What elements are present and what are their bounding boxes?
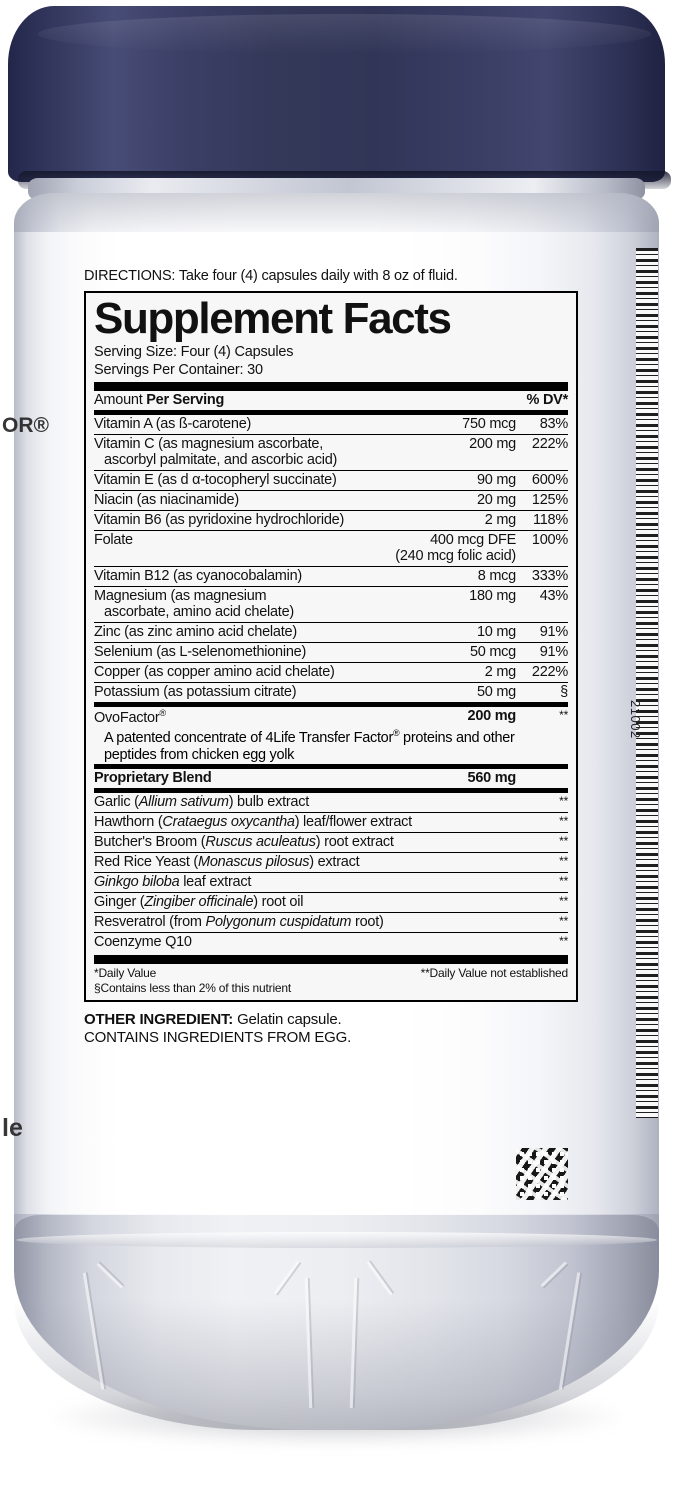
- nutrient-name: Vitamin E (as d α-tocopheryl succinate): [94, 471, 395, 491]
- nutrient-dv: 100%: [516, 531, 568, 567]
- nutrient-name: Vitamin A (as ß-carotene): [94, 415, 395, 435]
- blend-ingredient-dv: **: [516, 913, 568, 933]
- bottle-cap: [8, 6, 665, 182]
- nutrient-name: Vitamin B12 (as cyanocobalamin): [94, 567, 395, 587]
- label-content: [84, 268, 578, 1048]
- table-row: [94, 567, 568, 587]
- nutrient-dv: 222%: [516, 663, 568, 683]
- ingredient-pre: Resveratrol (from: [94, 914, 206, 931]
- blend-ingredient-dv: **: [516, 873, 568, 893]
- nutrient-name: [94, 587, 395, 623]
- table-row: [94, 769, 568, 788]
- ovofactor-block: [94, 707, 568, 728]
- nutrient-dv: 600%: [516, 471, 568, 491]
- table-row: [94, 415, 568, 435]
- blend-ingredients: [94, 793, 568, 952]
- ingredient-pre: Coenzyme Q10: [94, 934, 192, 951]
- bottle-base-rim: [16, 1232, 657, 1248]
- other-ingredient-label: OTHER INGREDIENT:: [84, 1011, 234, 1029]
- list-item: [94, 813, 568, 833]
- divider-thick: [94, 955, 568, 964]
- blend-ingredient-name: [94, 793, 516, 813]
- table-row: [94, 683, 568, 703]
- nutrient-rows: [94, 415, 568, 702]
- ingredient-pre: Garlic (: [94, 794, 139, 811]
- ingredient-post: ) bulb extract: [228, 794, 310, 811]
- footnote-right: [421, 966, 568, 996]
- divider-thick: [94, 382, 568, 391]
- ovofactor-desc-line1: A patented concentrate of 4Life Transfer Factor: [104, 729, 393, 746]
- ovofactor-desc-line2: peptides from chicken egg yolk: [104, 747, 295, 764]
- blend-ingredient-name: [94, 873, 516, 893]
- nutrient-amount: 8 mcg: [395, 567, 516, 587]
- nutrient-name: Folate: [94, 531, 395, 567]
- nutrient-name-line2: ascorbyl palmitate, and ascorbic acid): [104, 452, 338, 469]
- other-ingredient-line: [84, 1011, 578, 1029]
- nutrient-amount: 2 mg: [395, 511, 516, 531]
- nutrient-dv: 222%: [516, 435, 568, 471]
- ingredient-pre: Red Rice Yeast (: [94, 854, 199, 871]
- list-item: [94, 833, 568, 853]
- nutrient-amount: 180 mg: [395, 587, 516, 623]
- nutrient-amount: [395, 531, 516, 567]
- list-item: [94, 873, 568, 893]
- ovofactor-amount: 200 mg: [467, 708, 516, 725]
- ingredient-latin: Crataegus oxycantha: [162, 814, 295, 831]
- dv-header: % DV*: [526, 392, 568, 409]
- nutrient-name: Vitamin B6 (as pyridoxine hydrochloride): [94, 511, 395, 531]
- ovofactor-name: [94, 707, 396, 728]
- nutrient-amount: 2 mg: [395, 663, 516, 683]
- ingredient-latin: Ruscus aculeatus: [205, 834, 316, 851]
- nutrient-amount-line1: 400 mcg DFE: [430, 532, 516, 549]
- ingredient-latin: Zingiber officinale: [144, 894, 254, 911]
- list-item: [94, 913, 568, 933]
- blend-ingredient-name: [94, 833, 516, 853]
- nutrient-amount: 10 mg: [395, 623, 516, 643]
- nutrient-name-line1: Vitamin C (as magnesium ascorbate,: [94, 436, 323, 453]
- nutrient-amount: 90 mg: [395, 471, 516, 491]
- ingredient-latin: Allium sativum: [138, 794, 229, 811]
- nutrition-table: [94, 391, 568, 410]
- table-row: [94, 623, 568, 643]
- proprietary-blend-header: [94, 769, 568, 788]
- supplement-facts-panel: [84, 291, 578, 1002]
- list-item: [94, 933, 568, 953]
- blend-ingredient-name: [94, 893, 516, 913]
- datamatrix-pattern: [516, 1148, 568, 1200]
- nutrient-dv: 333%: [516, 567, 568, 587]
- ingredient-post: leaf extract: [179, 874, 252, 891]
- nutrient-name: Copper (as copper amino acid chelate): [94, 663, 395, 683]
- footnotes: [94, 964, 568, 996]
- ovofactor-dv: **: [559, 708, 568, 723]
- nutrient-dv: §: [560, 684, 568, 701]
- nutrient-dv: 43%: [516, 587, 568, 623]
- nutrient-name-line1: Magnesium (as magnesium: [94, 588, 267, 605]
- ingredient-latin: Monascus pilosus: [198, 854, 310, 871]
- blend-ingredient-name: [94, 913, 516, 933]
- dv-not-established-note: **Daily Value not established: [420, 966, 568, 981]
- list-item: [94, 853, 568, 873]
- nutrient-amount: 200 mg: [395, 435, 516, 471]
- nutrient-name: [94, 435, 395, 471]
- blend-ingredient-name: [94, 813, 516, 833]
- table-row: [94, 707, 568, 728]
- table-header-row: [94, 391, 568, 410]
- nutrient-amount: 750 mcg: [395, 415, 516, 435]
- table-row: [94, 435, 568, 471]
- datamatrix-code: [516, 1148, 568, 1200]
- side-barcode: [636, 248, 658, 1118]
- table-row: [94, 471, 568, 491]
- ingredient-pre: Butcher's Broom (: [94, 834, 206, 851]
- allergen-statement: CONTAINS INGREDIENTS FROM EGG.: [84, 1029, 352, 1047]
- ingredient-post: root): [351, 914, 384, 931]
- blend-ingredient-name: [94, 853, 516, 873]
- blend-amount: 560 mg: [467, 770, 516, 787]
- section-note: §Contains less than 2% of this nutrient: [94, 981, 291, 996]
- table-row: [94, 643, 568, 663]
- ingredient-pre: Hawthorn (: [94, 814, 163, 831]
- ingredient-latin: Polygonum cuspidatum: [205, 914, 352, 931]
- cap-highlight: [38, 14, 651, 54]
- ingredient-post: ) root oil: [253, 894, 304, 911]
- ovofactor-desc-line1-end: proteins and other: [399, 729, 515, 746]
- wrap-text-top: OR®: [2, 414, 49, 437]
- nutrient-dv: 125%: [516, 491, 568, 511]
- nutrient-amount: 50 mcg: [395, 643, 516, 663]
- nutrient-name: Selenium (as L-selenomethionine): [94, 643, 395, 663]
- nutrient-name-line2: ascorbate, amino acid chelate): [104, 604, 294, 621]
- side-barcode-number: 21002: [628, 700, 643, 739]
- other-ingredient-value: Gelatin capsule.: [233, 1011, 342, 1029]
- amount-label: Amount: [94, 392, 147, 409]
- table-row: [94, 663, 568, 683]
- ingredient-pre: Ginger (: [94, 894, 145, 911]
- list-item: [94, 793, 568, 813]
- ovofactor-description: [94, 728, 568, 764]
- table-row: [94, 587, 568, 623]
- table-row: [94, 491, 568, 511]
- nutrient-dv: 91%: [516, 643, 568, 663]
- registered-icon: ®: [392, 728, 400, 739]
- registered-icon: ®: [159, 708, 166, 719]
- blend-ingredient-dv: **: [559, 934, 568, 949]
- serving-size: Serving Size: Four (4) Capsules: [94, 343, 294, 360]
- list-item: [94, 893, 568, 913]
- nutrient-name: Niacin (as niacinamide): [94, 491, 395, 511]
- nutrient-dv: 118%: [516, 511, 568, 531]
- amount-per-serving-header: [94, 391, 396, 410]
- blend-label: Proprietary Blend: [94, 770, 212, 787]
- footnote-left: [94, 966, 291, 996]
- blend-ingredient-name: [94, 933, 516, 953]
- wrap-text-bottom: le: [2, 1114, 23, 1142]
- per-serving-label: Per Serving: [146, 392, 225, 409]
- blend-ingredient-dv: **: [516, 853, 568, 873]
- blend-ingredient-dv: **: [516, 833, 568, 853]
- ingredient-post: ) leaf/flower extract: [294, 814, 412, 831]
- nutrient-dv: 91%: [516, 623, 568, 643]
- supplement-facts-title: Supplement Facts: [94, 294, 451, 343]
- table-row: [94, 511, 568, 531]
- blend-ingredient-dv: **: [516, 793, 568, 813]
- table-row: [94, 531, 568, 567]
- directions-text: DIRECTIONS: Take four (4) capsules daily with 8 oz of fluid.: [84, 268, 458, 284]
- ingredient-latin: Ginkgo biloba: [94, 874, 180, 891]
- nutrient-amount: 20 mg: [395, 491, 516, 511]
- ovofactor-label: OvoFactor: [94, 710, 160, 727]
- blend-ingredient-dv: **: [516, 813, 568, 833]
- nutrient-amount-line2: (240 mcg folic acid): [395, 548, 516, 565]
- blend-ingredient-dv: **: [516, 893, 568, 913]
- nutrient-name: Zinc (as zinc amino acid chelate): [94, 623, 395, 643]
- daily-value-note: *Daily Value: [94, 966, 157, 981]
- nutrient-name: Potassium (as potassium citrate): [94, 684, 297, 701]
- ingredient-post: ) root extract: [315, 834, 394, 851]
- servings-per-container: Servings Per Container: 30: [94, 361, 263, 378]
- ingredient-post: ) extract: [309, 854, 360, 871]
- nutrient-amount: 50 mg: [476, 684, 516, 701]
- nutrient-dv: 83%: [516, 415, 568, 435]
- other-ingredients: [84, 1011, 578, 1048]
